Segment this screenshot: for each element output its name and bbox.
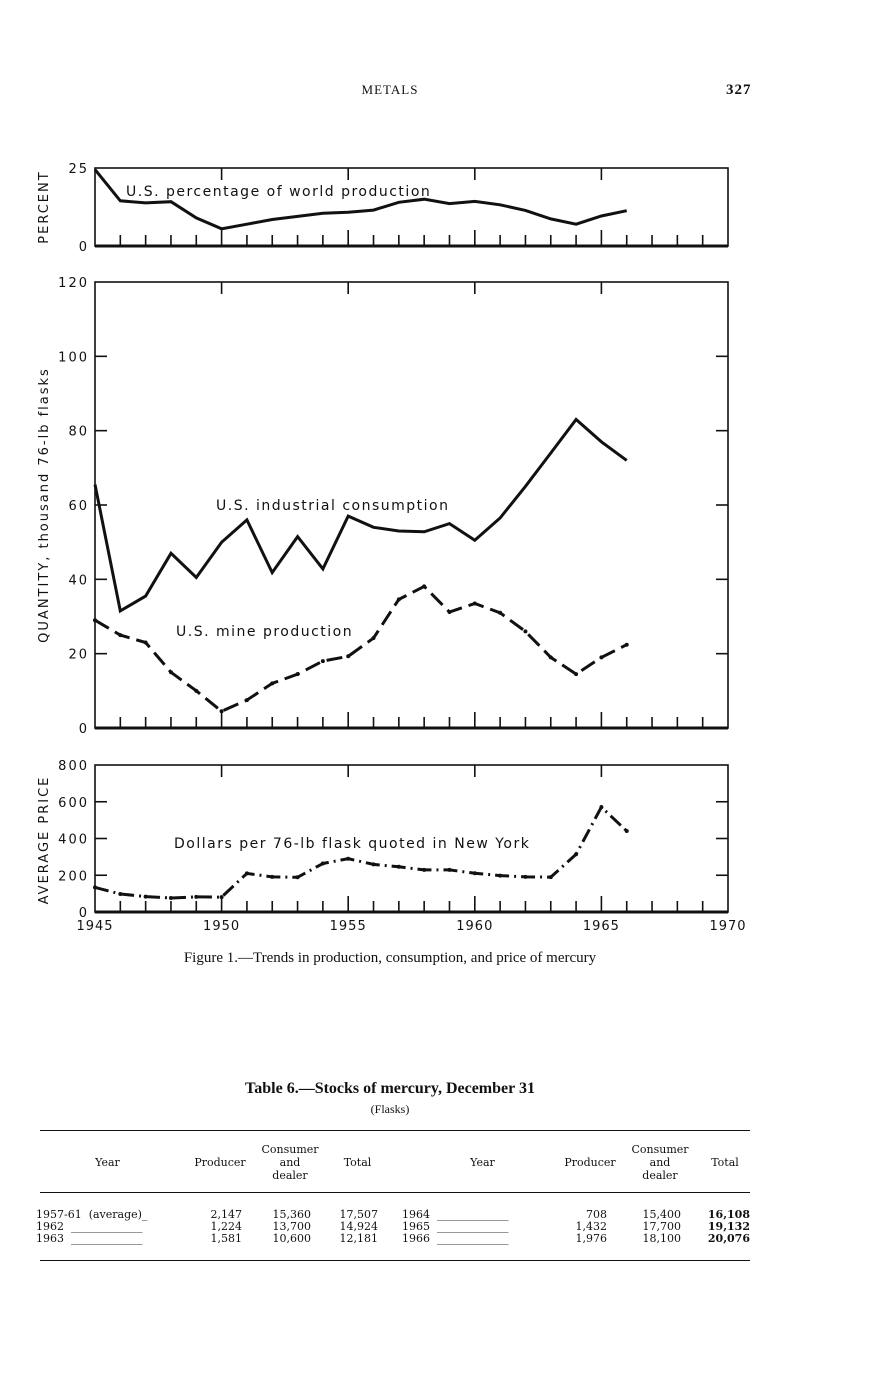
data-point [93, 885, 97, 889]
y-tick-label: 60 [68, 499, 89, 514]
data-point [447, 868, 451, 872]
y-tick-label: 800 [58, 759, 89, 774]
data-point [144, 641, 148, 645]
data-point [93, 618, 97, 622]
table-cell-total: 19,132 [707, 1220, 750, 1233]
col-header-consumer-line3: dealer [642, 1169, 678, 1182]
data-point [599, 805, 603, 809]
data-point [296, 672, 300, 676]
data-point [245, 871, 249, 875]
page-number: 327 [726, 82, 752, 98]
y-tick-label: 80 [68, 424, 89, 440]
data-point [473, 871, 477, 875]
plot-frame [95, 168, 728, 246]
table-cell-total: 12,181 [339, 1232, 378, 1245]
table-cell-producer: 1,432 [575, 1220, 607, 1233]
series-label: Dollars per 76-lb flask quoted in New York [174, 836, 531, 852]
data-point [498, 611, 502, 615]
data-point [574, 852, 578, 856]
col-header-consumer-line1: Consumer [631, 1143, 689, 1156]
data-point [169, 670, 173, 674]
table-rule-bottom [40, 1260, 750, 1261]
data-point [498, 874, 502, 878]
data-point [245, 698, 249, 702]
table-cell-total: 20,076 [707, 1232, 750, 1245]
table-cell-consumer: 15,360 [272, 1208, 311, 1221]
x-tick-label: 1950 [203, 919, 241, 934]
table-cell-consumer: 13,700 [272, 1220, 311, 1233]
data-point [422, 584, 426, 588]
running-header: METALS [361, 82, 419, 97]
series-line [95, 420, 627, 611]
table-cell-total: 16,108 [707, 1208, 750, 1221]
y-tick-label: 0 [78, 240, 89, 255]
col-header-year-right: Year [470, 1156, 495, 1169]
data-point [549, 875, 553, 879]
y-tick-label: 0 [78, 906, 89, 921]
x-tick-label: 1960 [456, 919, 494, 934]
data-point [473, 601, 477, 605]
data-point [296, 875, 300, 879]
col-header-consumer-line1: Consumer [261, 1143, 319, 1156]
x-tick-label: 1945 [76, 919, 114, 934]
data-point [144, 895, 148, 899]
data-point [625, 643, 629, 647]
table-cell-consumer: 10,600 [272, 1232, 311, 1245]
table-cell-consumer: 18,100 [642, 1232, 681, 1245]
table-cell-consumer: 17,700 [642, 1220, 681, 1233]
y-tick-label: 400 [58, 832, 89, 848]
table-cell-consumer: 15,400 [642, 1208, 681, 1221]
data-point [372, 862, 376, 866]
col-header-consumer-left [250, 1143, 330, 1182]
table-cell-producer: 2,147 [210, 1208, 242, 1221]
series-label: U.S. mine production [176, 624, 354, 640]
data-point [118, 633, 122, 637]
table-rule-top [40, 1130, 750, 1131]
mercury-trend-charts [0, 150, 874, 940]
y-tick-label: 20 [68, 647, 89, 663]
data-point [321, 861, 325, 865]
x-tick-label: 1965 [582, 919, 620, 934]
col-header-consumer-line2: and [649, 1156, 671, 1169]
table-cell-producer: 708 [586, 1208, 607, 1221]
table-cell-year: 1964 _____________ [402, 1208, 509, 1221]
data-point [270, 681, 274, 685]
data-point [346, 857, 350, 861]
data-point [397, 865, 401, 869]
col-header-consumer-right [620, 1143, 700, 1182]
data-point [220, 709, 224, 713]
data-point [346, 654, 350, 658]
table-cell-producer: 1,976 [575, 1232, 607, 1245]
y-tick-label: 25 [68, 162, 89, 177]
table-cell-year: 1963 _____________ [36, 1232, 143, 1245]
data-point [422, 868, 426, 872]
col-header-year-left: Year [95, 1156, 120, 1169]
data-point [599, 655, 603, 659]
y-tick-label: 120 [58, 276, 89, 291]
table-cell-total: 14,924 [339, 1220, 378, 1233]
table-rule-header [40, 1192, 750, 1193]
table-cell-total: 17,507 [339, 1208, 378, 1221]
data-point [169, 896, 173, 900]
data-point [270, 875, 274, 879]
x-tick-label: 1970 [709, 919, 747, 934]
col-header-total-left: Total [343, 1156, 372, 1169]
col-header-total-right: Total [711, 1156, 739, 1169]
data-point [118, 892, 122, 896]
series-line [95, 807, 627, 898]
data-point [574, 672, 578, 676]
data-point [523, 875, 527, 879]
table-cell-year: 1965 _____________ [402, 1220, 509, 1233]
series-label: U.S. industrial consumption [216, 498, 450, 514]
y-tick-label: 40 [68, 573, 89, 589]
figure-caption: Figure 1.—Trends in production, consumption, and price of mercury [183, 950, 597, 966]
y-tick-label: 0 [78, 722, 89, 737]
y-tick-label: 200 [58, 869, 89, 885]
y-tick-label: 100 [58, 350, 89, 366]
data-point [372, 636, 376, 640]
table-cell-producer: 1,581 [210, 1232, 242, 1245]
data-point [447, 610, 451, 614]
y-axis-label: QUANTITY, thousand 76-lb flasks [37, 367, 52, 643]
y-axis-label: PERCENT [37, 170, 52, 244]
data-point [194, 689, 198, 693]
data-point [523, 629, 527, 633]
series-line [95, 586, 627, 711]
col-header-producer-right: Producer [564, 1156, 616, 1169]
col-header-consumer-line2: and [279, 1156, 301, 1169]
series-label: U.S. percentage of world production [126, 184, 432, 200]
table-unit: (Flasks) [370, 1102, 410, 1116]
table-cell-year: 1962 _____________ [36, 1220, 143, 1233]
data-point [321, 659, 325, 663]
col-header-consumer-line3: dealer [272, 1169, 308, 1182]
data-point [549, 655, 553, 659]
x-tick-label: 1955 [329, 919, 367, 934]
table-cell-year: 1957-61 (average)_ [36, 1208, 148, 1221]
col-header-producer-left: Producer [194, 1156, 246, 1169]
table-cell-year: 1966 _____________ [402, 1232, 509, 1245]
table-cell-producer: 1,224 [210, 1220, 242, 1233]
data-point [397, 597, 401, 601]
table-title: Table 6.—Stocks of mercury, December 31 [245, 1080, 535, 1097]
data-point [220, 895, 224, 899]
data-point [625, 829, 629, 833]
y-tick-label: 600 [58, 795, 89, 811]
data-point [194, 895, 198, 899]
y-axis-label: AVERAGE PRICE [37, 775, 52, 905]
